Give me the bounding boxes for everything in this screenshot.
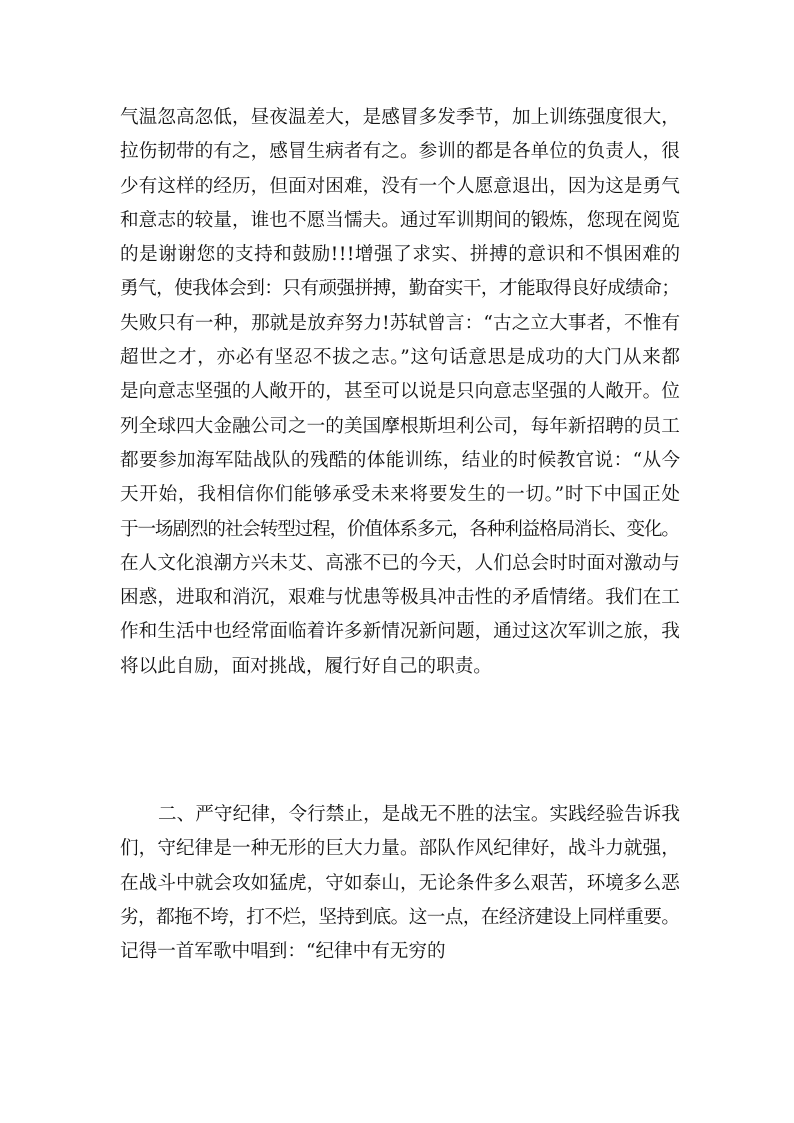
- text-line: 劣，都拖不垮，打不烂，坚持到底。这一点，在经济建设上同样重要。: [120, 906, 680, 928]
- text-line: 困惑，进取和消沉，艰难与忧患等极具冲击性的矛盾情绪。我们在工: [120, 587, 680, 609]
- text-line: 在战斗中就会攻如猛虎，守如泰山，无论条件多么艰苦，环境多么恶: [120, 872, 680, 894]
- text-line: 都要参加海军陆战队的残酷的体能训练，结业的时候教官说：“从今: [120, 449, 681, 471]
- text-line: 拉伤韧带的有之，感冒生病者有之。参训的都是各单位的负责人，很: [120, 141, 680, 163]
- text-line: 作和生活中也经常面临着许多新情况新问题，通过这次军训之旅，我: [120, 621, 680, 643]
- text-line: 是向意志坚强的人敞开的，甚至可以说是只向意志坚强的人敞开。位: [120, 381, 680, 403]
- text-line: 和意志的较量，谁也不愿当懦夫。通过军训期间的锻炼，您现在阅览: [120, 209, 680, 231]
- text-line: 在人文化浪潮方兴未艾、高涨不已的今天，人们总会时时面对激动与: [120, 552, 680, 574]
- paragraph-1: [120, 101, 680, 684]
- text-line: 列全球四大金融公司之一的美国摩根斯坦利公司，每年新招聘的员工: [120, 415, 680, 437]
- text-line: 天开始，我相信你们能够承受未来将要发生的一切。”时下中国正处: [120, 484, 681, 506]
- text-line: 少有这样的经历，但面对困难，没有一个人愿意退出，因为这是勇气: [120, 175, 680, 197]
- text-line: 勇气，使我体会到：只有顽强拼搏，勤奋实干，才能取得良好成绩命；: [120, 278, 680, 300]
- paragraph-2: [120, 798, 680, 969]
- text-line: 的是谢谢您的支持和鼓励!!!增强了求实、拼搏的意识和不惧困难的: [120, 244, 681, 266]
- text-line: 们，守纪律是一种无形的巨大力量。部队作风纪律好，战斗力就强，: [120, 838, 680, 860]
- text-line: 失败只有一种，那就是放弃努力!苏轼曾言：“古之立大事者，不惟有: [120, 312, 681, 334]
- text-line: 超世之才，亦必有坚忍不拔之志。”这句话意思是成功的大门从来都: [120, 347, 681, 369]
- text-line-first: 二、严守纪律，令行禁止，是战无不胜的法宝。实践经验告诉我: [158, 804, 681, 825]
- text-line: 将以此自励，面对挑战，履行好自己的职责。: [120, 655, 492, 677]
- text-line: 气温忽高忽低，昼夜温差大，是感冒多发季节，加上训练强度很大，: [120, 107, 680, 128]
- text-line: 于一场剧烈的社会转型过程，价值体系多元，各种利益格局消长、变化。: [120, 518, 679, 540]
- text-line: 记得一首军歌中唱到：“纪律中有无穷的: [120, 941, 446, 963]
